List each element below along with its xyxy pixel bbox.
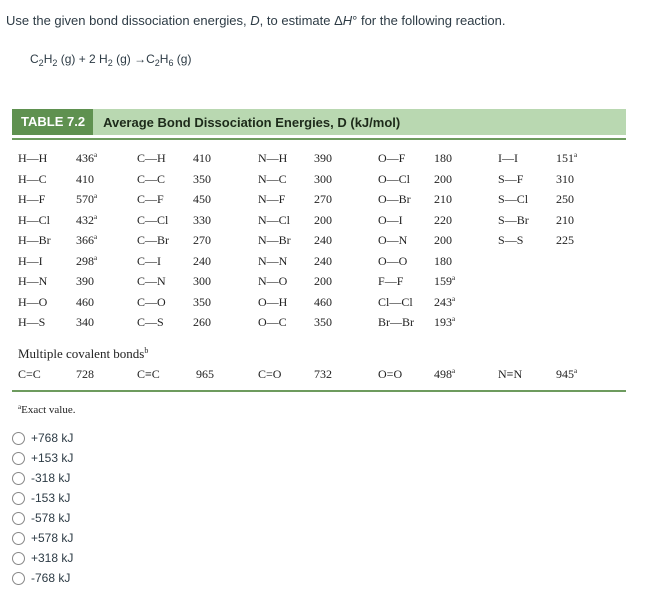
bond-energy-value: 390 [76, 274, 94, 288]
bond-energy-value: 260 [193, 315, 211, 329]
reaction-equation: $C_2H_2$ (g) + 2 $H_2$ $(g) \to C_2H_6$ (g) [30, 52, 192, 68]
bond-energy-value: 151$^a$ [556, 151, 578, 165]
radio-button[interactable] [12, 532, 25, 545]
bond-label: N—H [258, 151, 288, 165]
bond-label: O—H [258, 295, 288, 309]
bond-label: H—O [18, 295, 48, 309]
bond-label: H—C [18, 172, 47, 186]
bond-energy-value: 270 [193, 233, 211, 247]
answer-option-label: -768 kJ [31, 571, 71, 585]
answer-options [12, 428, 73, 588]
bond-energy-value: 210 [434, 192, 452, 206]
bond-energy-value: 180 [434, 254, 452, 268]
bond-label: Cl—Cl [378, 295, 413, 309]
bond-label: C—I [137, 254, 162, 268]
bond-energy-value: 200 [314, 213, 332, 227]
multiple-bond-label: C≡C [137, 367, 160, 381]
bond-energy-value: 350 [314, 315, 332, 329]
multiple-bond-value: 945$^a$ [556, 367, 578, 381]
bond-label: C—H [137, 151, 166, 165]
bond-energy-value: 300 [193, 274, 211, 288]
bond-energy-value: 270 [314, 192, 332, 206]
bond-energy-value: 240 [193, 254, 211, 268]
bond-label: C—S [137, 315, 164, 329]
bond-energy-value: 200 [434, 233, 452, 247]
bond-label: H—I [18, 254, 43, 268]
answer-option[interactable] [12, 548, 73, 568]
bond-label: O—C [258, 315, 287, 329]
bond-energy-value: 220 [434, 213, 452, 227]
bond-label: H—Cl [18, 213, 51, 227]
answer-option[interactable] [12, 448, 73, 468]
bond-label: O—N [378, 233, 408, 247]
bond-label: C—Cl [137, 213, 169, 227]
radio-button[interactable] [12, 452, 25, 465]
bond-energy-value: 250 [556, 192, 574, 206]
multiple-bond-value: 732 [314, 367, 332, 381]
bond-energy-value: 570$^a$ [76, 192, 98, 206]
bond-label: Br—Br [378, 315, 414, 329]
bond-energy-value: 200 [314, 274, 332, 288]
radio-button[interactable] [12, 472, 25, 485]
bond-label: H—Br [18, 233, 51, 247]
radio-button[interactable] [12, 492, 25, 505]
radio-button[interactable] [12, 432, 25, 445]
bond-label: H—N [18, 274, 48, 288]
multiple-bond-value: 498$^a$ [434, 367, 456, 381]
bond-label: C—F [137, 192, 164, 206]
table-bottom-rule [12, 390, 626, 392]
bond-energy-value: 300 [314, 172, 332, 186]
answer-option-label: +318 kJ [31, 551, 74, 565]
bond-energy-value: 240 [314, 254, 332, 268]
bond-energy-value: 225 [556, 233, 574, 247]
multiple-bond-label: N≡N [498, 367, 523, 381]
radio-button[interactable] [12, 512, 25, 525]
answer-option-label: -578 kJ [31, 511, 71, 525]
bond-label: O—I [378, 213, 403, 227]
bond-energy-value: 436$^a$ [76, 151, 98, 165]
multiple-bonds-label: Multiple covalent bonds$^b$ [18, 346, 149, 361]
multiple-bond-value: 728 [76, 367, 94, 381]
question-text: Use the given bond dissociation energies, D, to estimate ΔH° for the following reaction. [6, 13, 506, 28]
bond-energy-value: 350 [193, 295, 211, 309]
answer-option-label: -153 kJ [31, 491, 71, 505]
bond-energy-value: 350 [193, 172, 211, 186]
bond-energy-value: 340 [76, 315, 94, 329]
bond-energy-value: 243$^a$ [434, 295, 456, 309]
answer-option-label: +578 kJ [31, 531, 74, 545]
table-header [12, 109, 626, 135]
bond-energy-value: 193$^a$ [434, 315, 456, 329]
bond-label: C—Br [137, 233, 170, 247]
multiple-bond-value: 965 [196, 367, 214, 381]
bond-label: N—Br [258, 233, 291, 247]
answer-option-label: -318 kJ [31, 471, 71, 485]
bond-label: O—Cl [378, 172, 411, 186]
table-top-rule [12, 138, 626, 140]
bond-energy-value: 180 [434, 151, 452, 165]
table-label: TABLE 7.2 [12, 109, 93, 135]
answer-option-label: +153 kJ [31, 451, 74, 465]
multiple-bond-label: C=O [258, 367, 282, 381]
bond-energy-value: 410 [76, 172, 94, 186]
bond-label: N—F [258, 192, 286, 206]
bond-label: S—S [498, 233, 524, 247]
multiple-bond-label: O=O [378, 367, 403, 381]
radio-button[interactable] [12, 552, 25, 565]
bond-energy-value: 210 [556, 213, 574, 227]
bond-label: S—Br [498, 213, 529, 227]
answer-option[interactable] [12, 528, 73, 548]
answer-option-label: +768 kJ [31, 431, 74, 445]
bond-energy-value: 240 [314, 233, 332, 247]
bond-energy-value: 330 [193, 213, 211, 227]
multiple-bond-label: C=C [18, 367, 41, 381]
bond-energy-value: 159$^a$ [434, 274, 456, 288]
bond-label: N—Cl [258, 213, 291, 227]
bond-label: I—I [498, 151, 518, 165]
bond-label: O—Br [378, 192, 411, 206]
bond-label: C—N [137, 274, 166, 288]
answer-option[interactable] [12, 468, 73, 488]
bond-energy-value: 366$^a$ [76, 233, 98, 247]
bond-label: N—C [258, 172, 287, 186]
answer-option[interactable] [12, 508, 73, 528]
bond-label: C—C [137, 172, 166, 186]
bond-label: N—N [258, 254, 288, 268]
bond-energy-value: 390 [314, 151, 332, 165]
bond-label: H—F [18, 192, 46, 206]
bond-label: H—H [18, 151, 48, 165]
table-footnote: $^a$Exact value. [18, 403, 76, 416]
bond-label: H—S [18, 315, 46, 329]
bond-energy-value: 460 [76, 295, 94, 309]
bond-label: F—F [378, 274, 404, 288]
bond-label: C—O [137, 295, 166, 309]
bond-energy-value: 298$^a$ [76, 254, 98, 268]
answer-option[interactable] [12, 568, 73, 588]
bond-label: N—O [258, 274, 288, 288]
bond-energy-value: 410 [193, 151, 211, 165]
answer-option[interactable] [12, 488, 73, 508]
bond-energy-value: 200 [434, 172, 452, 186]
bond-energy-value: 310 [556, 172, 574, 186]
bond-label: S—Cl [498, 192, 529, 206]
bond-label: O—O [378, 254, 408, 268]
table-title: Average Bond Dissociation Energies, D (kJ/mol) [103, 114, 401, 130]
bond-energy-value: 432$^a$ [76, 213, 98, 227]
answer-option[interactable] [12, 428, 73, 448]
bond-energy-value: 450 [193, 192, 211, 206]
bond-label: O—F [378, 151, 406, 165]
radio-button[interactable] [12, 572, 25, 585]
bond-label: S—F [498, 172, 524, 186]
bond-energy-value: 460 [314, 295, 332, 309]
